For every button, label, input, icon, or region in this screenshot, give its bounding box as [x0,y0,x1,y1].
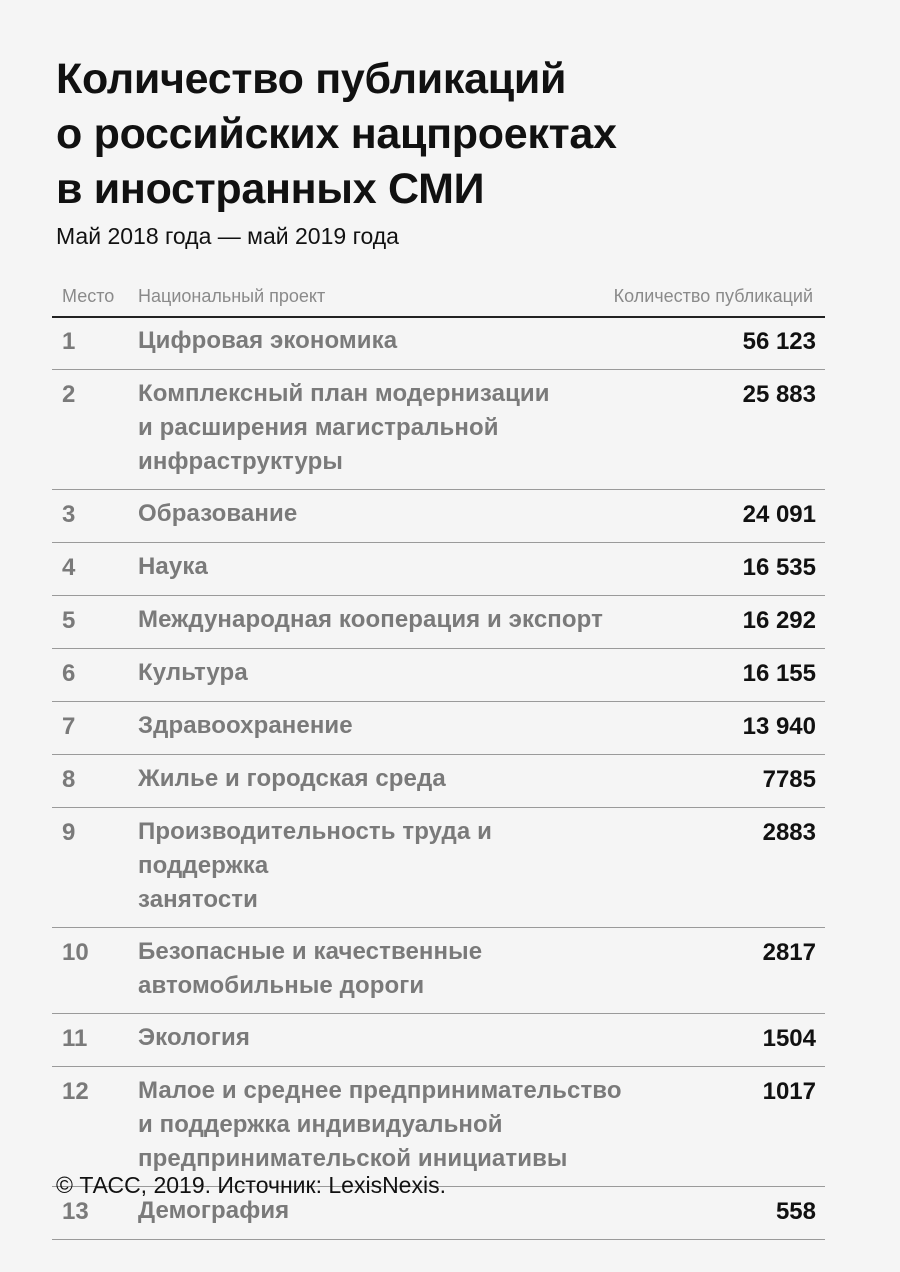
column-header-count: Количество публикаций [613,286,813,306]
table-row [52,370,825,490]
project-name-line: Здравоохранение [138,712,353,739]
table-body [52,318,825,1240]
publications-table [52,284,825,1240]
project-name-line: Международная кооперация и экспорт [138,606,603,633]
project-cell [138,603,625,637]
project-name-line: Производительность труда и поддержка [138,818,492,879]
rank-cell: 3 [62,501,76,528]
count-cell: 1017 [762,1078,816,1105]
project-name-line: Демография [138,1197,290,1224]
table-row [52,543,825,596]
project-cell [138,935,625,1003]
chart-title [56,52,816,217]
rank-cell: 7 [62,713,76,740]
project-name-line: Цифровая экономика [138,327,398,354]
project-name-line: Комплексный план модернизации [138,380,550,407]
table-row [52,702,825,755]
table-header [52,284,825,318]
table-row [52,755,825,808]
table-row [52,808,825,928]
project-name-line: Экология [138,1024,250,1051]
rank-cell: 4 [62,554,76,581]
project-name-line: инфраструктуры [138,448,344,475]
table-row [52,649,825,702]
rank-cell: 1 [62,328,76,355]
rank-cell: 8 [62,766,76,793]
project-cell [138,324,625,358]
rank-cell: 10 [62,939,89,966]
project-name-line: Безопасные и качественные [138,938,483,965]
rank-cell: 11 [62,1025,88,1052]
project-name-line: Наука [138,553,208,580]
table-row [52,596,825,649]
count-cell: 2817 [762,939,816,966]
count-cell: 56 123 [742,328,816,355]
chart-title-line: о российских нацпроектах [56,110,617,158]
project-name-line: занятости [138,886,258,913]
project-name-line: предпринимательской инициативы [138,1145,568,1172]
rank-cell: 6 [62,660,76,687]
project-cell [138,1074,625,1176]
project-cell [138,1021,625,1055]
count-cell: 2883 [762,819,816,846]
project-name-line: и поддержка индивидуальной [138,1111,503,1138]
count-cell: 558 [775,1198,816,1225]
count-cell: 25 883 [742,381,816,408]
project-cell [138,709,625,743]
rank-cell: 12 [62,1078,89,1105]
project-cell [138,762,625,796]
project-name-line: и расширения магистральной [138,414,499,441]
project-name-line: Жилье и городская среда [138,765,446,792]
count-cell: 16 535 [742,554,816,581]
project-name-line: Культура [138,659,248,686]
table-row [52,928,825,1014]
count-cell: 24 091 [742,501,816,528]
project-cell [138,656,625,690]
chart-title-line: Количество публикаций [56,55,567,103]
source-credit: © ТАСС, 2019. Источник: LexisNexis. [56,1172,446,1198]
rank-cell: 5 [62,607,76,634]
count-cell: 13 940 [742,713,816,740]
count-cell: 7785 [762,766,816,793]
table-row [52,1014,825,1067]
column-header-project: Национальный проект [138,286,326,306]
table-row [52,318,825,370]
project-name-line: автомобильные дороги [138,972,425,999]
rank-cell: 13 [62,1198,89,1225]
project-cell [138,550,625,584]
count-cell: 16 155 [742,660,816,687]
project-name-line: Малое и среднее предпринимательство [138,1077,622,1104]
project-name-line: Образование [138,500,298,527]
chart-subtitle: Май 2018 года — май 2019 года [56,223,399,249]
column-header-rank: Место [62,286,115,306]
rank-cell: 9 [62,819,76,846]
table-row [52,1067,825,1187]
project-cell [138,377,625,479]
chart-title-line: в иностранных СМИ [56,165,485,213]
project-cell [138,815,625,917]
rank-cell: 2 [62,381,76,408]
project-cell [138,497,625,531]
count-cell: 16 292 [742,607,816,634]
count-cell: 1504 [762,1025,816,1052]
table-row [52,490,825,543]
